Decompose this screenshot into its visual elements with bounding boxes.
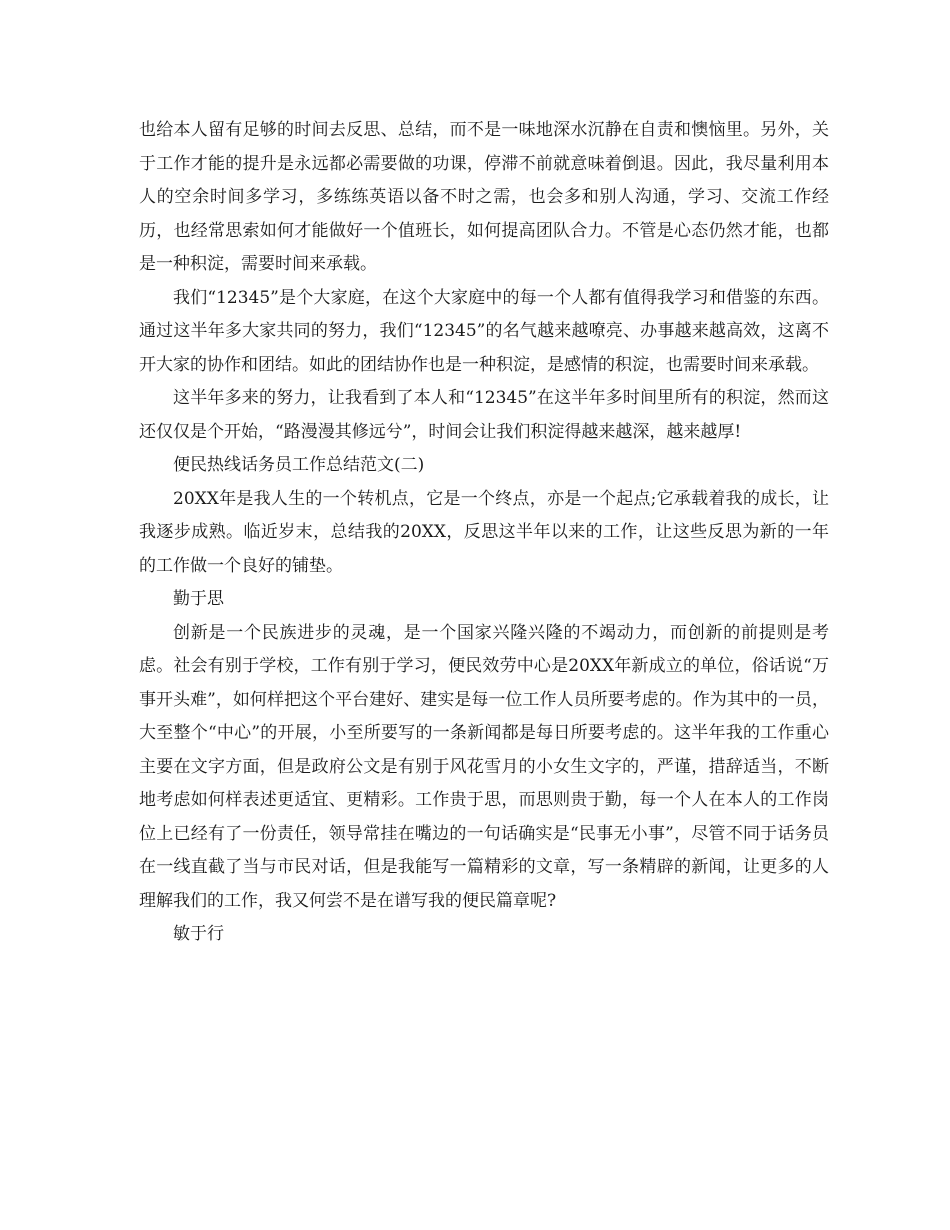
- subheading-diligent-thinking: 勤于思: [173, 589, 224, 609]
- subheading-quick-action: 敏于行: [173, 924, 224, 944]
- section-heading-2: 便民热线话务员工作总结范文(二): [173, 455, 425, 475]
- paragraph-1: 也给本人留有足够的时间去反思、总结，而不是一味地深水沉静在自责和懊恼里。另外，关于工作才能的提升是永远都必需要做的功课，停滞不前就意味着倒退。因此，我尽量利用本人的空余时间多学习，多练练英语以备不时之需，也会多和别人沟通，学习、交流工作经历，也经常思索如何才能做好一个值班长，如何提高团队合力。不管是心态仍然才能，也都是一种积淀，需要时间来承载。: [139, 120, 829, 274]
- paragraph-5: 创新是一个民族进步的灵魂，是一个国家兴隆兴隆的不竭动力，而创新的前提则是考虑。社会有别于学校，工作有别于学习，便民效劳中心是20XX年新成立的单位，俗话说“万事开头难”，如何样把这个平台建好、建实是每一位工作人员所要考虑的。作为其中的一员，大至整个“中心”的开展，小至所要写的一条新闻都是每日所要考虑的。这半年我的工作重心主要在文字方面，但是政府公文是有别于风花雪月的小女生文字的，严谨，措辞适当，不断地考虑如何样表述更适宜、更精彩。工作贵于思，而思则贵于勤，每一个人在本人的工作岗位上已经有了一份责任，领导常挂在嘴边的一句话确实是“民事无小事”，尽管不同于话务员在一线直截了当与市民对话，但是我能写一篇精彩的文章，写一条精辟的新闻，让更多的人理解我们的工作，我又何尝不是在谱写我的便民篇章呢?: [139, 622, 829, 911]
- paragraph-4: 20XX年是我人生的一个转机点，它是一个终点，亦是一个起点;它承载着我的成长，让我逐步成熟。临近岁末，总结我的20XX，反思这半年以来的工作，让这些反思为新的一年的工作做一个良好的铺垫。: [139, 488, 829, 576]
- paragraph-3: 这半年多来的努力，让我看到了本人和“12345”在这半年多时间里所有的积淀，然而这还仅仅是个开始，“路漫漫其修远兮”，时间会让我们积淀得越来越深，越来越厚!: [139, 388, 829, 442]
- document-body: [139, 114, 829, 952]
- paragraph-2: 我们“12345”是个大家庭，在这个大家庭中的每一个人都有值得我学习和借鉴的东西。通过这半年多大家共同的努力，我们“12345”的名气越来越嘹亮、办事越来越高效，这离不开大家的协作和团结。如此的团结协作也是一种积淀，是感情的积淀，也需要时间来承载。: [139, 287, 829, 375]
